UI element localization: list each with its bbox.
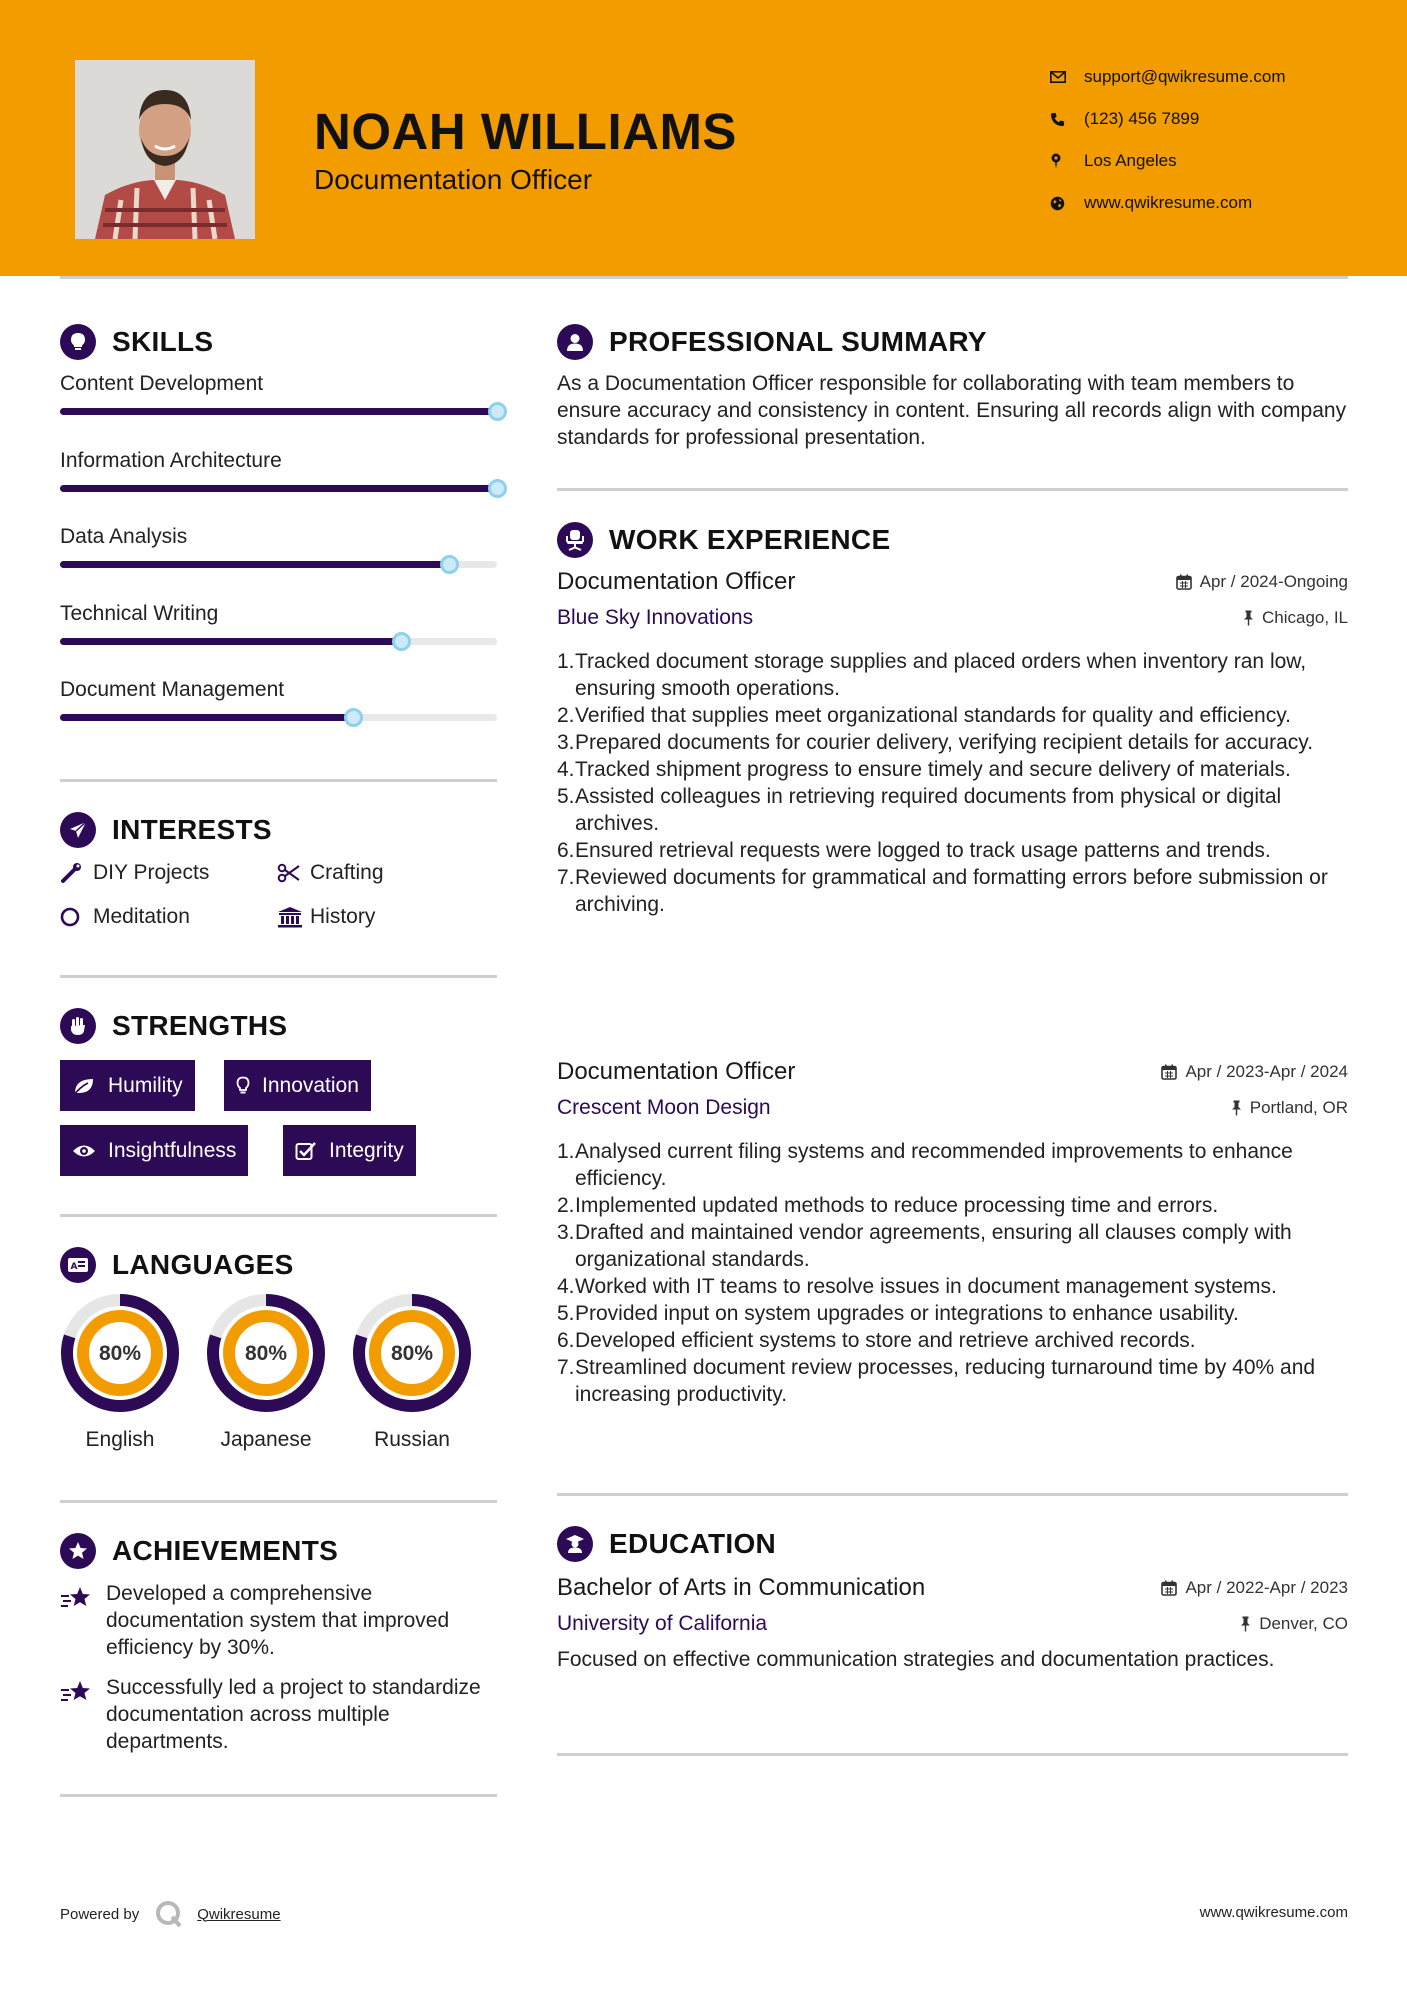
interest-label: Meditation — [93, 905, 190, 928]
languages-section — [60, 1245, 497, 1285]
languages-heading — [60, 1245, 497, 1285]
skill-level-handle — [392, 632, 411, 651]
contact-phone[interactable] — [1050, 98, 1286, 140]
language-percent: 80% — [244, 1342, 288, 1365]
wrench-icon — [60, 862, 93, 884]
interest-label: History — [310, 905, 376, 928]
skills-section — [60, 322, 497, 362]
job-bullet — [557, 1192, 1348, 1219]
language-item — [59, 1292, 181, 1452]
skill-fill — [60, 408, 497, 415]
language-name: Russian — [374, 1428, 450, 1451]
checkbox-icon — [295, 1141, 317, 1161]
achievements-heading — [60, 1531, 497, 1571]
bullet-text: Drafted and maintained vendor agreements, ensuring all clauses comply with organizational standards. — [575, 1221, 1292, 1271]
raised-fist-icon — [60, 1008, 96, 1044]
candidate-role: Documentation Officer — [314, 164, 593, 195]
strength-tag — [224, 1060, 371, 1111]
job-title: Documentation Officer — [557, 1058, 796, 1085]
resume-header — [0, 0, 1407, 276]
skill-label: Document Management — [60, 678, 285, 701]
bullet-number: 5. — [557, 785, 575, 808]
achievement-text: Developed a comprehensive documentation system that improved efficiency by 30%. — [106, 1582, 450, 1659]
candidate-name: NOAH WILLIAMS — [314, 103, 737, 160]
bullet-number: 5. — [557, 1302, 575, 1325]
bullet-number: 7. — [557, 1356, 575, 1379]
bullet-text: Assisted colleagues in retrieving required documents from physical or digital archives. — [575, 785, 1282, 835]
bullet-number: 2. — [557, 1194, 575, 1217]
education-heading — [557, 1524, 1348, 1564]
bullet-text: Tracked document storage supplies and placed orders when inventory ran low, ensuring smooth operations. — [575, 650, 1307, 700]
job-date-text: Apr / 2023-Apr / 2024 — [1185, 1062, 1348, 1081]
calendar-icon — [1161, 1580, 1177, 1596]
profile-photo — [75, 60, 255, 239]
contact-email[interactable] — [1050, 56, 1286, 98]
bullet-number: 4. — [557, 1275, 575, 1298]
contact-website[interactable] — [1050, 182, 1286, 224]
skill-label: Technical Writing — [60, 601, 219, 625]
skill-track — [60, 561, 497, 568]
education-description: Focused on effective communication strategies and documentation practices. — [557, 1648, 1275, 1671]
skill-level-handle — [440, 555, 459, 574]
shooting-star-icon — [60, 1580, 106, 1661]
pushpin-icon — [1231, 1100, 1242, 1116]
strength-label: Humility — [108, 1073, 183, 1097]
achievement-item — [60, 1580, 497, 1661]
shooting-star-icon — [60, 1674, 106, 1755]
bullet-number: 2. — [557, 704, 575, 727]
interest-item — [277, 902, 375, 932]
interest-label: DIY Projects — [93, 861, 210, 884]
language-percent: 80% — [390, 1342, 434, 1365]
contact-location — [1050, 140, 1286, 182]
education-date — [1161, 1578, 1348, 1598]
strengths-heading — [60, 1006, 497, 1046]
pushpin-icon — [1240, 1616, 1251, 1632]
skill-track — [60, 714, 497, 721]
summary-title: PROFESSIONAL SUMMARY — [609, 326, 987, 357]
job-bullet — [557, 837, 1348, 864]
job-date-text: Apr / 2024-Ongoing — [1199, 572, 1348, 591]
bullet-number: 6. — [557, 1329, 575, 1352]
skill-fill — [60, 714, 353, 721]
job-location-text: Portland, OR — [1249, 1098, 1348, 1117]
job-bullet — [557, 1300, 1348, 1327]
achievement-text: Successfully led a project to standardize documentation across multiple departments. — [106, 1676, 481, 1753]
contact-email-text: support@qwikresume.com — [1084, 67, 1286, 86]
skill-item — [60, 676, 497, 736]
job-bullet — [557, 783, 1348, 837]
envelope-icon — [1050, 71, 1084, 83]
education-location-text: Denver, CO — [1259, 1614, 1348, 1633]
skill-item — [60, 523, 497, 583]
interest-item — [60, 858, 209, 888]
achievements-divider — [60, 1794, 497, 1797]
skill-item — [60, 447, 497, 507]
strength-tag — [60, 1125, 248, 1176]
interest-label: Crafting — [310, 861, 384, 884]
bullet-number: 3. — [557, 1221, 575, 1244]
bullet-text: Tracked shipment progress to ensure timely and secure delivery of materials. — [575, 758, 1291, 781]
skill-track — [60, 485, 497, 492]
strength-label: Insightfulness — [108, 1138, 237, 1162]
powered-by-label: Powered by — [60, 1905, 140, 1923]
skill-item — [60, 600, 497, 660]
skill-track — [60, 638, 497, 645]
bullet-number: 6. — [557, 839, 575, 862]
strengths-section — [60, 1006, 497, 1046]
eye-icon — [72, 1143, 96, 1159]
job-date — [1176, 572, 1348, 592]
achievement-item — [60, 1674, 497, 1755]
job-location-text: Chicago, IL — [1262, 608, 1348, 627]
job-bullet — [557, 648, 1348, 702]
bullet-number: 7. — [557, 866, 575, 889]
skill-label: Data Analysis — [60, 525, 188, 548]
job-bullet — [557, 702, 1348, 729]
phone-icon — [1050, 112, 1084, 127]
bullet-text: Streamlined document review processes, reducing turnaround time by 40% and increasing productivity. — [575, 1356, 1316, 1406]
graduate-icon — [557, 1526, 593, 1562]
job-bullet — [557, 1219, 1348, 1273]
footer-website[interactable]: www.qwikresume.com — [1199, 1904, 1348, 1921]
job-bullet — [557, 1327, 1348, 1354]
contact-location-text: Los Angeles — [1084, 151, 1177, 170]
qwikresume-logo-icon — [155, 1900, 183, 1928]
skill-fill — [60, 485, 497, 492]
globe-icon — [1050, 196, 1084, 211]
leaf-icon — [72, 1076, 96, 1096]
language-ring — [351, 1292, 473, 1414]
bullet-number: 4. — [557, 758, 575, 781]
summary-divider — [557, 488, 1348, 491]
office-chair-icon — [557, 522, 593, 558]
contact-website-text: www.qwikresume.com — [1084, 193, 1253, 212]
languages-divider — [60, 1500, 497, 1503]
interests-section — [60, 810, 497, 850]
language-name: English — [85, 1428, 155, 1451]
user-icon — [557, 324, 593, 360]
skill-item — [60, 370, 497, 430]
skill-level-handle — [344, 708, 363, 727]
experience-title: WORK EXPERIENCE — [609, 524, 891, 555]
job-bullet — [557, 1138, 1348, 1192]
interest-item — [60, 902, 190, 932]
strength-label: Integrity — [329, 1138, 404, 1162]
star-badge-icon — [60, 1533, 96, 1569]
calendar-icon — [1176, 574, 1192, 590]
language-item — [205, 1292, 327, 1452]
bullet-number: 3. — [557, 731, 575, 754]
bullet-number: 1. — [557, 1140, 575, 1163]
interests-list — [60, 858, 497, 938]
bullet-text: Reviewed documents for grammatical and formatting errors before submission or archiving. — [575, 866, 1328, 916]
achievements-title: ACHIEVEMENTS — [112, 1535, 339, 1566]
summary-text: As a Documentation Officer responsible for collaborating with team members to ensure accuracy and consistency in content. Ensuring all records align with company standards for professional presentation. — [557, 372, 1347, 449]
bullet-text: Ensured retrieval requests were logged to track usage patterns and trends. — [575, 839, 1271, 862]
skills-divider — [60, 779, 497, 782]
strength-tag — [283, 1125, 416, 1176]
job-bullets — [557, 648, 1348, 918]
bullet-number: 1. — [557, 650, 575, 673]
skill-fill — [60, 638, 401, 645]
skills-title: SKILLS — [112, 326, 214, 357]
header-divider — [60, 276, 1348, 279]
achievements-section — [60, 1531, 497, 1571]
job-bullet — [557, 864, 1348, 918]
languages-title: LANGUAGES — [112, 1249, 294, 1280]
lightbulb-icon — [236, 1076, 250, 1096]
strength-label: Innovation — [262, 1073, 359, 1097]
experience-section — [557, 520, 1348, 560]
experience-divider — [557, 1493, 1348, 1496]
job-location — [1243, 608, 1348, 628]
bullet-text: Analysed current filing systems and recommended improvements to enhance efficiency. — [575, 1140, 1293, 1190]
language-name: Japanese — [220, 1428, 312, 1451]
bullet-text: Worked with IT teams to resolve issues in document management systems. — [575, 1275, 1277, 1298]
paper-plane-icon — [60, 812, 96, 848]
job-bullet — [557, 1273, 1348, 1300]
language-item — [351, 1292, 473, 1452]
education-divider — [557, 1753, 1348, 1756]
strengths-divider — [60, 1214, 497, 1217]
language-ring — [205, 1292, 327, 1414]
skill-label: Information Architecture — [60, 448, 282, 472]
education-title: EDUCATION — [609, 1528, 777, 1559]
job-location — [1231, 1098, 1348, 1118]
job-company: Crescent Moon Design — [557, 1096, 771, 1119]
bullet-text: Prepared documents for courier delivery, verifying recipient details for accuracy. — [575, 731, 1314, 754]
job-title: Documentation Officer — [557, 568, 796, 595]
job-date — [1161, 1062, 1348, 1082]
bullet-text: Provided input on system upgrades or integrations to enhance usability. — [575, 1302, 1239, 1325]
skill-fill — [60, 561, 449, 568]
language-ring — [59, 1292, 181, 1414]
job-bullet — [557, 729, 1348, 756]
summary-heading — [557, 322, 1348, 362]
degree-title: Bachelor of Arts in Communication — [557, 1574, 926, 1601]
strength-tag — [60, 1060, 195, 1111]
job-company: Blue Sky Innovations — [557, 606, 754, 629]
language-percent: 80% — [98, 1342, 142, 1365]
interests-heading — [60, 810, 497, 850]
skill-level-handle — [488, 479, 507, 498]
map-pin-icon — [1050, 153, 1084, 169]
skill-level-handle — [488, 402, 507, 421]
education-section — [557, 1524, 1348, 1564]
education-date-text: Apr / 2022-Apr / 2023 — [1185, 1578, 1348, 1597]
scissors-icon — [277, 863, 310, 883]
interests-title: INTERESTS — [112, 814, 272, 845]
contact-phone-text: (123) 456 7899 — [1084, 109, 1200, 128]
pushpin-icon — [1243, 610, 1254, 626]
contact-list — [1050, 56, 1286, 224]
skills-heading — [60, 322, 497, 362]
bullet-text: Implemented updated methods to reduce processing time and errors. — [575, 1194, 1219, 1217]
footer-powered-by — [60, 1900, 281, 1928]
education-location — [1240, 1614, 1348, 1634]
svg-text:A: A — [70, 1262, 78, 1272]
summary-section — [557, 322, 1348, 449]
circle-icon — [60, 907, 93, 927]
job-bullet — [557, 1354, 1348, 1408]
school-name: University of California — [557, 1612, 768, 1635]
experience-heading — [557, 520, 1348, 560]
job-bullet — [557, 756, 1348, 783]
museum-icon — [277, 906, 310, 928]
strengths-title: STRENGTHS — [112, 1010, 288, 1041]
language-icon — [60, 1247, 96, 1283]
job-bullets — [557, 1138, 1348, 1408]
interest-item — [277, 858, 384, 888]
bullet-text: Verified that supplies meet organizational standards for quality and efficiency. — [575, 704, 1291, 727]
lightbulb-icon — [60, 324, 96, 360]
bullet-text: Developed efficient systems to store and retrieve archived records. — [575, 1329, 1196, 1352]
qwikresume-link[interactable]: Qwikresume — [197, 1905, 281, 1923]
skill-label: Content Development — [60, 372, 264, 395]
skill-track — [60, 408, 497, 415]
calendar-icon — [1161, 1064, 1177, 1080]
interests-divider — [60, 975, 497, 978]
